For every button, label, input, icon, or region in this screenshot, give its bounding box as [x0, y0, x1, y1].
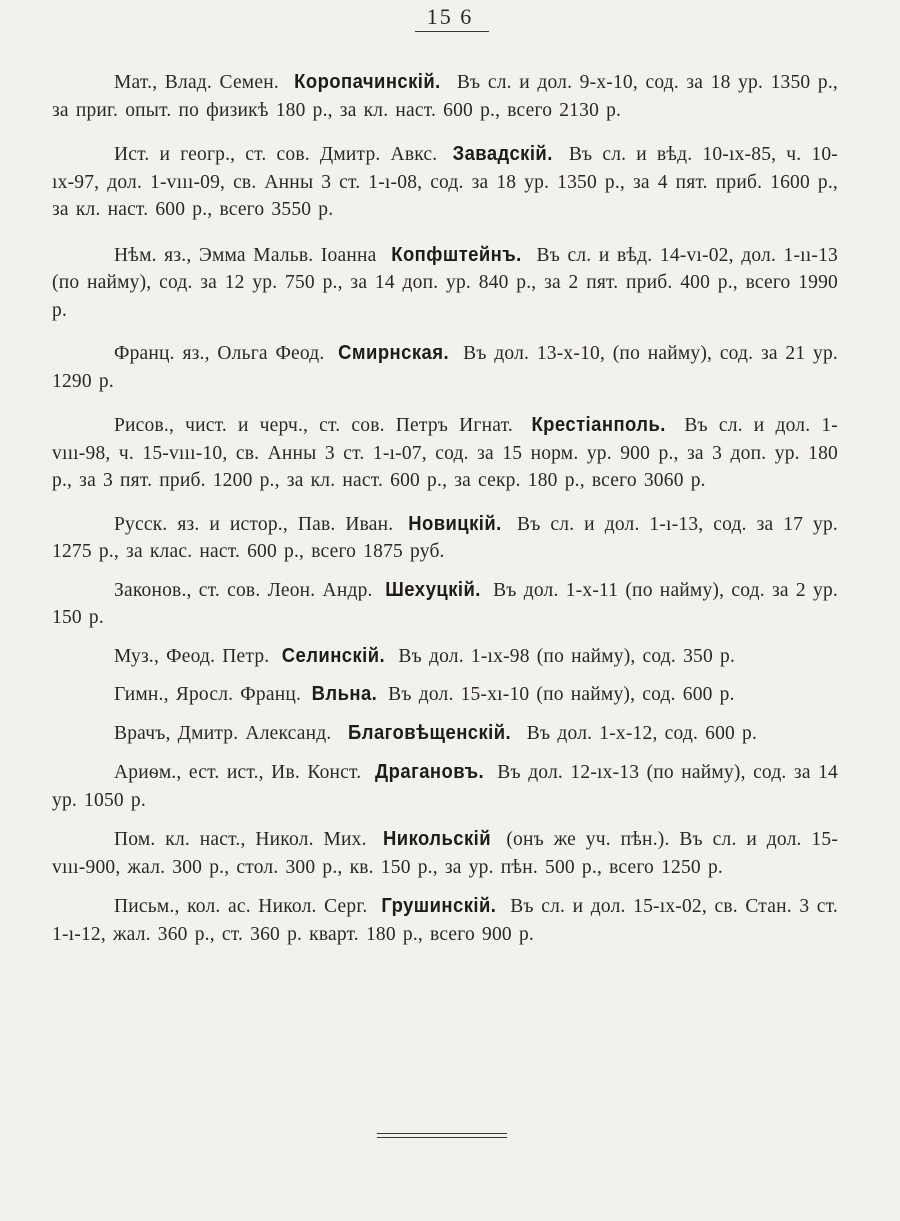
entry-details: Въ дол. 1-х-12, сод. 600 р.	[519, 722, 758, 744]
entry-text	[52, 825, 838, 881]
entry-text	[52, 510, 838, 566]
entry-text	[52, 339, 838, 395]
entry-surname: Смирнская.	[338, 341, 450, 364]
entry-text	[52, 892, 838, 948]
staff-entry	[52, 140, 838, 224]
staff-entry	[52, 892, 838, 948]
entry-position: Русск. яз. и истор., Пав. Иван.	[114, 513, 404, 535]
entry-text	[52, 68, 838, 124]
entry-details: Въ дол. 15-хı-10 (по найму), сод. 600 р.	[381, 684, 735, 705]
page-number-underline	[415, 31, 489, 32]
entry-surname: Шехуцкій.	[385, 577, 481, 601]
staff-entry	[52, 510, 838, 566]
entry-text	[52, 241, 838, 325]
entry-details: (онъ же уч. пѣн.). Въ сл. и дол. 15-vııı-900, жал. 300 р., стол. 300 р., кв. 150 р., за ур. пѣн. 500 р., всего 1250 р.	[52, 829, 839, 878]
entry-position: Гимн., Яросл. Франц.	[114, 684, 309, 705]
entry-details: Въ дол. 13-х-10, (по найму), сод. за 21 ур. 1290 р.	[52, 343, 838, 392]
staff-entry	[52, 758, 838, 814]
entry-text	[52, 140, 838, 224]
entry-surname: Коропачинскій.	[294, 70, 442, 93]
entry-details: Въ сл. и вѣд. 14-vı-02, дол. 1-ıı-13 (по найму), сод. за 12 ур. 750 р., за 14 доп. ур. 840 р., за 2 пят. приб. 400 р., всего 1990 р.	[52, 244, 838, 321]
entry-position: Законов., ст. сов. Леон. Андр.	[114, 579, 380, 601]
entry-surname: Копфштейнъ.	[391, 242, 522, 266]
staff-entries-list	[52, 68, 838, 964]
staff-entry	[52, 68, 838, 124]
staff-entry	[52, 576, 838, 632]
entry-details: Въ сл. и дол. 9-х-10, сод. за 18 ур. 1350 р., за приг. опыт. по физикѣ 180 р., за кл. наст. 600 р., всего 2130 р.	[52, 72, 838, 121]
entry-text	[52, 576, 838, 632]
entry-surname: Вльна.	[311, 682, 378, 705]
entry-position: Рисов., чист. и черч., ст. сов. Петръ Игнат.	[114, 415, 524, 436]
entry-surname: Крестіанполь.	[531, 413, 666, 436]
page-number: 15 6	[426, 4, 474, 29]
staff-entry	[52, 642, 838, 671]
entry-details: Въ дол. 1-х-11 (по найму), сод. за 2 ур. 150 р.	[52, 579, 838, 628]
staff-entry	[52, 339, 838, 395]
staff-entry	[52, 680, 838, 709]
entry-surname: Новицкій.	[408, 511, 502, 535]
entry-position: Франц. яз., Ольга Феод.	[114, 343, 333, 364]
entry-text	[52, 719, 838, 748]
entry-text	[52, 758, 838, 814]
entry-surname: Селинскій.	[282, 643, 386, 667]
entry-position: Письм., кол. ас. Никол. Серг.	[114, 896, 375, 917]
staff-entry	[52, 825, 838, 881]
entry-position: Муз., Феод. Петр.	[114, 645, 277, 667]
entry-position: Мат., Влад. Семен.	[114, 72, 287, 93]
entry-details: Въ сл. и дол. 15-ıх-02, св. Стан. 3 ст. 1-ı-12, жал. 360 р., ст. 360 р. кварт. 180 р., всего 900 р.	[52, 896, 838, 945]
entry-text	[52, 411, 838, 495]
staff-entry	[52, 719, 838, 748]
entry-surname: Никольскій	[382, 827, 491, 850]
entry-details: Въ дол. 12-ıх-13 (по найму), сод. за 14 ур. 1050 р.	[52, 762, 838, 811]
footer-double-rule-bottom	[377, 1137, 507, 1138]
entry-details: Въ дол. 1-ıх-98 (по найму), сод. 350 р.	[391, 645, 736, 667]
entry-position: Нѣм. яз., Эмма Мальв. Іоанна	[114, 244, 384, 266]
entry-text	[52, 642, 838, 671]
entry-details: Въ сл. и дол. 1-vııı-98, ч. 15-vııı-10, св. Анны 3 ст. 1-ı-07, сод. за 15 норм. ур. 900 р., за 3 доп. ур. 180 р., за 3 пят. приб. 1200 р., за кл. наст. 600 р., за секр. 180 р., всего 3060 р.	[52, 415, 838, 491]
footer-double-rule-top	[377, 1133, 507, 1134]
entry-surname: Драгановъ.	[374, 760, 484, 783]
entry-details: Въ сл. и дол. 1-ı-13, сод. за 17 ур. 1275 р., за клас. наст. 600 р., всего 1875 руб.	[52, 513, 838, 562]
entry-position: Пом. кл. наст., Никол. Мих.	[114, 829, 377, 850]
entry-surname: Завадскій.	[452, 142, 554, 165]
entry-position: Ист. и геогр., ст. сов. Дмитр. Авкс.	[114, 144, 448, 165]
entry-position: Ариѳм., ест. ист., Ив. Конст.	[114, 762, 369, 783]
entry-text	[52, 680, 838, 709]
entry-surname: Благовѣщенскій.	[347, 720, 511, 744]
entry-position: Врачъ, Дмитр. Александ.	[114, 722, 339, 744]
staff-entry	[52, 411, 838, 495]
staff-entry	[52, 241, 838, 325]
entry-surname: Грушинскій.	[381, 894, 497, 917]
entry-details: Въ сл. и вѣд. 10-ıх-85, ч. 10-ıх-97, дол. 1-vııı-09, св. Анны 3 ст. 1-ı-08, сод. за 18 ур. 1350 р., за 4 пят. приб. 1600 р., за кл. наст. 600 р., всего 3550 р.	[52, 144, 838, 220]
